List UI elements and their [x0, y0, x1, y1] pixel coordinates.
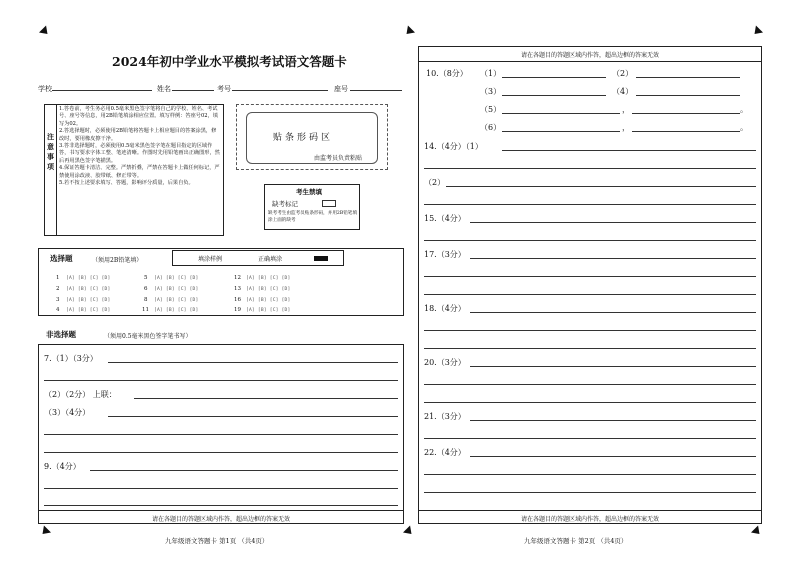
q20-line[interactable] — [424, 384, 756, 385]
fill-example-label: 填涂样例 — [198, 256, 223, 263]
answer-box-page2 — [418, 46, 762, 524]
name-label: 姓名 — [157, 85, 171, 93]
q14-line[interactable] — [424, 168, 756, 169]
q7-1-label: 7.（1）（3分） — [44, 354, 98, 363]
page-title: 2024年初中学业水平模拟考试语文答题卡 — [112, 54, 347, 69]
q18-line[interactable] — [424, 348, 756, 349]
q7-3-label: （3）（4分） — [44, 408, 91, 417]
q21-label: 21.（3分） — [424, 412, 466, 421]
warning-top-page2: 请在各题目的答题区域内作答，超出边框的答案无效 — [520, 52, 659, 59]
q21-line[interactable] — [424, 438, 756, 439]
nonchoice-note: （须用0.5毫米黑色签字笔书写） — [104, 333, 192, 340]
q10-item-label: （1） — [480, 69, 502, 78]
q10-item-label: （2） — [612, 69, 634, 78]
choice-number: 2 — [56, 286, 60, 292]
q10-comma: ， — [622, 105, 630, 114]
choice-number: 12 — [234, 275, 241, 281]
q15-label: 15.（4分） — [424, 214, 466, 223]
q15-line[interactable] — [470, 222, 756, 223]
choice-number: 5 — [144, 275, 148, 281]
notice-title: 注意事项 — [47, 132, 54, 171]
q10-item-label: （5） — [480, 105, 502, 114]
q10-period: 。 — [740, 123, 748, 132]
q18-label: 18.（4分） — [424, 304, 466, 313]
absent-title: 考生禁填 — [296, 188, 322, 196]
q14-2-line[interactable] — [446, 186, 756, 187]
q22-line[interactable] — [424, 474, 756, 475]
q7-1-line[interactable] — [44, 380, 398, 381]
filled-bubble-sample — [314, 256, 328, 261]
notice-item: 2.答选择题时，必须使用2B铅笔将答题卡上相应题目的答案涂黑，修改时，要用橡皮擦干净。 — [59, 128, 217, 142]
exam-number-field[interactable] — [232, 90, 328, 91]
choice-bubbles[interactable]: [A] [B] [C] [D] — [66, 298, 111, 303]
q18-line[interactable] — [470, 312, 756, 313]
q14-line[interactable] — [502, 150, 756, 151]
choice-bubbles[interactable]: [A] [B] [C] [D] — [66, 276, 111, 281]
notice-item: 4.保证答题卡清洁、完整。严禁折叠，严禁在答题卡上做任何标记，严禁使用涂改液、胶带纸、修正带等。 — [59, 165, 220, 179]
q9-label: 9.（4分） — [44, 462, 81, 471]
notice-item: 3.答非选择题时，必须使用0.5毫米黑色签字笔在题目指定的区域作答，书写要求字体工整、笔迹清晰。作图时先用铅笔画出正确图形，然后再用黑色签字笔描黑。 — [59, 143, 220, 164]
q20-line[interactable] — [470, 366, 756, 367]
notice-divider — [56, 104, 57, 236]
q10-6a-line[interactable] — [502, 131, 620, 132]
warning-divider — [38, 510, 404, 511]
notice-item: 1.答卷前，考生务必用0.5毫米黑色签字笔将自己的学校、姓名、考试号、座号等信息，用2B铅笔填涂相应位置。填写样例：答座号02，填写为02。 — [59, 106, 218, 127]
q10-6b-line[interactable] — [632, 131, 740, 132]
notice-item: 5.若不按上述要求填写、答题，影响评分质量，后果自负。 — [59, 180, 194, 187]
choice-title: 选择题 — [50, 254, 73, 263]
choice-bubbles[interactable]: [A] [B] [C] [D] — [154, 298, 199, 303]
choice-bubbles[interactable]: [A] [B] [C] [D] — [154, 287, 199, 292]
corner-mark — [403, 525, 415, 537]
q22-line[interactable] — [424, 492, 756, 493]
corner-mark — [39, 525, 51, 537]
absent-note: 缺考考生由监考员贴条形码，并用2B铅笔填涂上面的缺考 — [268, 211, 357, 223]
q7-3-line[interactable] — [108, 416, 398, 417]
choice-bubbles[interactable]: [A] [B] [C] [D] — [246, 287, 291, 292]
q14-label: 14.（4分）（1） — [424, 142, 483, 151]
choice-bubbles[interactable]: [A] [B] [C] [D] — [66, 287, 111, 292]
choice-number: 4 — [56, 307, 60, 313]
choice-bubbles[interactable]: [A] [B] [C] [D] — [246, 298, 291, 303]
q9-line[interactable] — [44, 505, 398, 506]
choice-number: 19 — [234, 307, 241, 313]
q15-line[interactable] — [424, 240, 756, 241]
q10-5a-line[interactable] — [502, 113, 620, 114]
q10-item-label: （4） — [612, 87, 634, 96]
fill-correct-label: 正确填涂 — [258, 256, 283, 263]
q17-label: 17.（3分） — [424, 250, 466, 259]
choice-number: 1 — [56, 275, 60, 281]
q20-line[interactable] — [424, 402, 756, 403]
notice-list — [59, 106, 221, 187]
q7-2-line[interactable] — [134, 398, 398, 399]
choice-number: 16 — [234, 297, 241, 303]
q7-3-line[interactable] — [44, 434, 398, 435]
q10-4-line[interactable] — [636, 95, 740, 96]
footer-page2: 九年级语文答题卡 第2页 （共4页） — [524, 537, 628, 545]
exam-number-label: 考号 — [217, 85, 231, 93]
q7-2-label: （2）（2分） 上联： — [44, 390, 117, 399]
choice-number: 6 — [144, 286, 148, 292]
corner-mark — [751, 525, 763, 537]
q7-3-line[interactable] — [44, 452, 398, 453]
warning-bottom-page1: 请在各题目的答题区域内作答，超出边框的答案无效 — [151, 516, 290, 523]
choice-number: 11 — [142, 307, 149, 313]
corner-mark — [403, 25, 415, 37]
barcode-label: 贴条形码区 — [273, 133, 334, 143]
q9-line[interactable] — [44, 488, 398, 489]
choice-bubbles[interactable]: [A] [B] [C] [D] — [66, 308, 111, 313]
choice-bubbles[interactable]: [A] [B] [C] [D] — [154, 308, 199, 313]
warning-divider — [418, 61, 762, 62]
q10-item-label: （6） — [480, 123, 502, 132]
q10-label: 10.（8分） — [426, 69, 468, 78]
q10-1-line[interactable] — [502, 77, 606, 78]
q10-period: 。 — [740, 105, 748, 114]
q10-item-label: （3） — [480, 87, 502, 96]
choice-number: 13 — [234, 286, 241, 292]
name-field[interactable] — [172, 90, 214, 91]
q20-label: 20.（3分） — [424, 358, 466, 367]
choice-note: （须用2B铅笔填） — [92, 257, 143, 264]
q10-5b-line[interactable] — [632, 113, 740, 114]
choice-bubbles[interactable]: [A] [B] [C] [D] — [246, 308, 291, 313]
choice-number: 8 — [144, 297, 148, 303]
q9-line[interactable] — [90, 470, 398, 471]
q21-line[interactable] — [470, 420, 756, 421]
footer-page1: 九年级语文答题卡 第1页 （共4页） — [165, 537, 269, 545]
choice-bubbles[interactable]: [A] [B] [C] [D] — [154, 276, 199, 281]
q10-comma: ， — [622, 123, 630, 132]
seat-number-field[interactable] — [350, 90, 402, 91]
q17-line[interactable] — [470, 258, 756, 259]
choice-bubbles[interactable]: [A] [B] [C] [D] — [246, 276, 291, 281]
nonchoice-title: 非选择题 — [46, 330, 76, 339]
corner-mark — [39, 25, 51, 37]
warning-divider — [418, 510, 762, 511]
corner-mark — [751, 25, 763, 37]
school-field[interactable] — [52, 90, 152, 91]
school-label: 学校 — [38, 85, 52, 93]
q10-2-line[interactable] — [636, 77, 740, 78]
q17-line[interactable] — [424, 294, 756, 295]
absent-checkbox[interactable] — [322, 200, 336, 207]
q22-label: 22.（4分） — [424, 448, 466, 457]
absent-label: 缺考标记 — [272, 200, 298, 208]
warning-bottom-page2: 请在各题目的答题区域内作答，超出边框的答案无效 — [520, 516, 659, 523]
barcode-note: 由监考员负责粘贴 — [314, 155, 363, 162]
q10-3-line[interactable] — [502, 95, 606, 96]
q18-line[interactable] — [424, 330, 756, 331]
seat-number-label: 座号 — [334, 85, 348, 93]
q14-2-line[interactable] — [424, 204, 756, 205]
q14-2-label: （2） — [424, 178, 446, 187]
choice-number: 3 — [56, 297, 60, 303]
q7-1-line[interactable] — [108, 362, 398, 363]
q17-line[interactable] — [424, 276, 756, 277]
q22-line[interactable] — [470, 456, 756, 457]
